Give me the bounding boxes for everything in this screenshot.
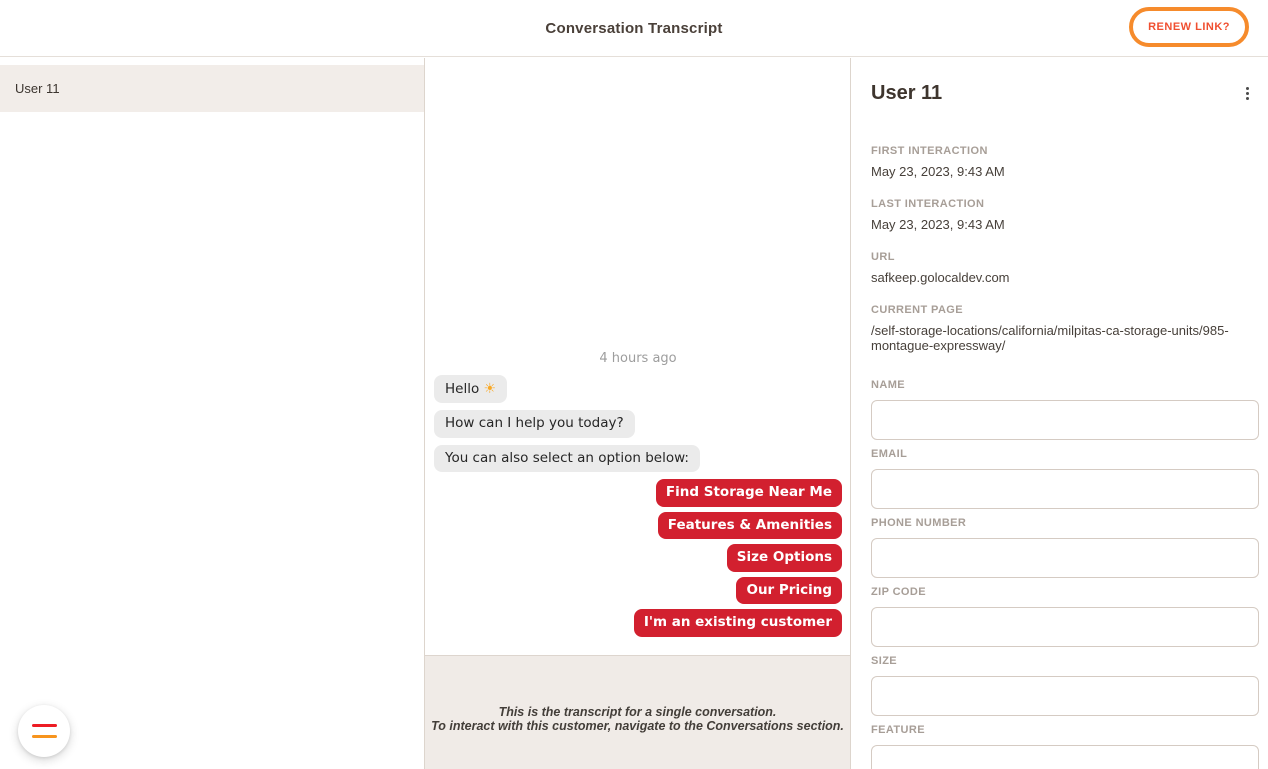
form-group-feature (871, 724, 1259, 769)
feature-field[interactable] (871, 745, 1259, 769)
info-label: LAST INTERACTION (871, 198, 985, 210)
main-content (0, 58, 1268, 769)
name-field[interactable] (871, 400, 1259, 440)
name-field-label: NAME (871, 379, 905, 391)
quick-reply-size-options[interactable]: Size Options (727, 544, 842, 572)
form-group-phone-number (871, 517, 1259, 578)
details-header (871, 82, 1259, 105)
quick-reply-find-storage-near-me[interactable]: Find Storage Near Me (656, 479, 842, 507)
size-field[interactable] (871, 676, 1259, 716)
info-current-page (871, 304, 1259, 353)
user-details-panel (851, 58, 1268, 769)
feature-field-label: FEATURE (871, 724, 925, 736)
bot-message-text: Hello (445, 380, 480, 397)
launcher-orange-bar-icon (32, 735, 57, 738)
chat-timestamp: 4 hours ago (599, 350, 677, 366)
sun-emoji-icon: ☀ (483, 380, 497, 397)
form-group-size (871, 655, 1259, 716)
renew-link-button[interactable]: RENEW LINK? (1129, 7, 1249, 47)
chat-message-area (425, 58, 850, 655)
quick-reply-features-amenities[interactable]: Features & Amenities (658, 512, 842, 540)
info-last-interaction (871, 198, 1259, 232)
notice-line-2: To interact with this customer, navigate to the Conversations section. (431, 719, 844, 733)
info-first-interaction (871, 145, 1259, 179)
launcher-red-bar-icon (32, 724, 57, 727)
bot-message-options: You can also select an option below: (434, 445, 700, 473)
info-value: May 23, 2023, 9:43 AM (871, 217, 1005, 232)
kebab-menu-icon[interactable] (1242, 83, 1253, 104)
transcript-panel (425, 58, 851, 769)
top-header (0, 0, 1268, 57)
quick-reply-existing-customer[interactable]: I'm an existing customer (634, 609, 842, 637)
phone-number-field[interactable] (871, 538, 1259, 578)
quick-reply-group (434, 479, 842, 637)
bot-message-hello (434, 375, 507, 404)
info-value: May 23, 2023, 9:43 AM (871, 164, 1005, 179)
chat-widget-launcher-button[interactable] (18, 705, 70, 757)
conversation-list-item-user-11[interactable] (0, 65, 424, 112)
phone-number-field-label: PHONE NUMBER (871, 517, 967, 529)
email-field-label: EMAIL (871, 448, 908, 460)
form-group-name (871, 379, 1259, 440)
bot-message-help: How can I help you today? (434, 410, 635, 438)
form-group-zip-code (871, 586, 1259, 647)
info-value: /self-storage-locations/california/milpitas-ca-storage-units/985-montague-expressway/ (871, 323, 1229, 353)
info-value: safkeep.golocaldev.com (871, 270, 1010, 285)
info-label: CURRENT PAGE (871, 304, 963, 316)
conversation-item-label: User 11 (15, 81, 60, 96)
quick-reply-our-pricing[interactable]: Our Pricing (736, 577, 842, 605)
user-title: User 11 (871, 82, 943, 104)
email-field[interactable] (871, 469, 1259, 509)
transcript-notice (425, 655, 850, 769)
info-label: URL (871, 251, 895, 263)
zip-code-field-label: ZIP CODE (871, 586, 926, 598)
form-group-email (871, 448, 1259, 509)
notice-line-1: This is the transcript for a single conversation. (498, 705, 777, 719)
info-label: FIRST INTERACTION (871, 145, 988, 157)
page-title: Conversation Transcript (545, 20, 723, 37)
info-url (871, 251, 1259, 285)
zip-code-field[interactable] (871, 607, 1259, 647)
conversation-list-sidebar (0, 58, 425, 769)
user-details-form (871, 379, 1259, 769)
size-field-label: SIZE (871, 655, 898, 667)
